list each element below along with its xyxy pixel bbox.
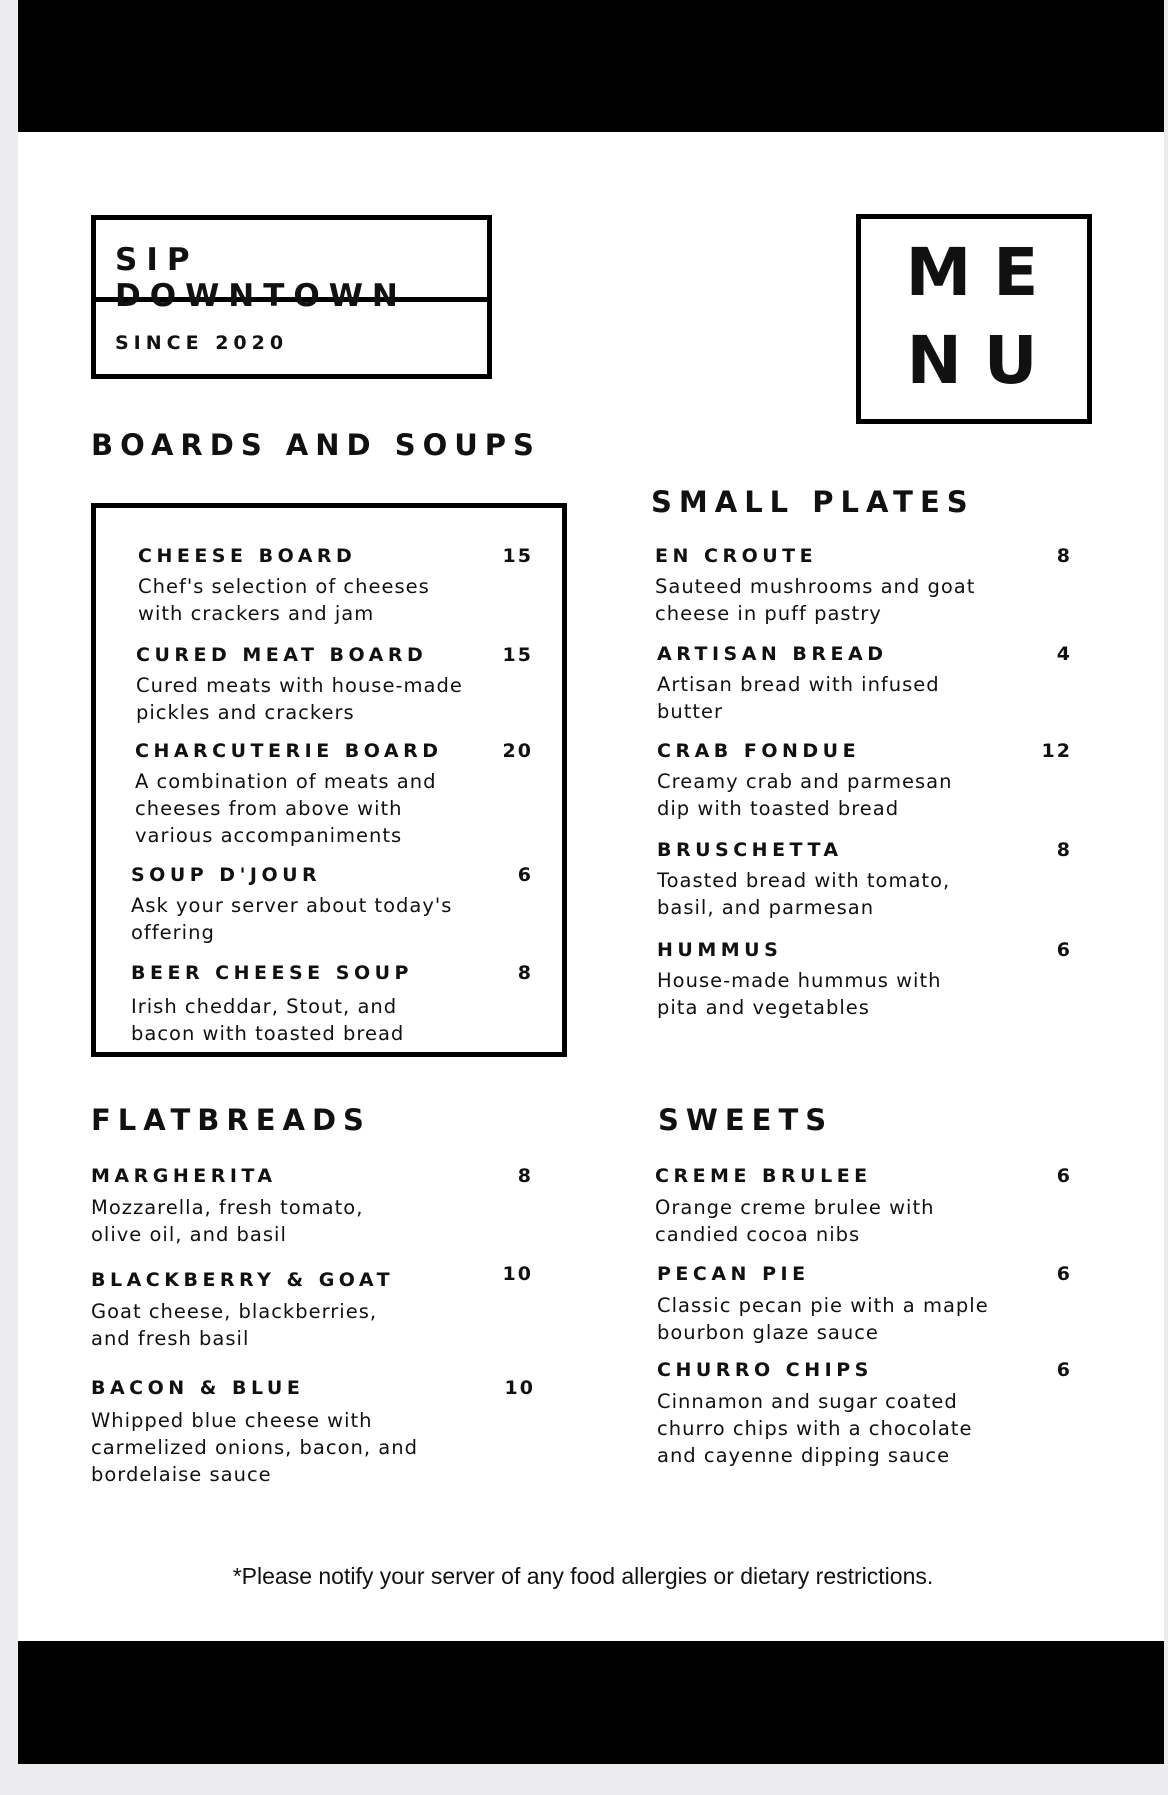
item-price: 8 (517, 1165, 533, 1187)
item-price: 6 (1056, 939, 1072, 961)
item-description: A combination of meats and cheeses from above with various accompaniments (135, 770, 437, 847)
item-price: 10 (502, 1263, 533, 1285)
item-price: 6 (517, 864, 533, 886)
item-price: 12 (1041, 740, 1072, 762)
item-name: CURED MEAT BOARD (136, 644, 428, 666)
item-description: Whipped blue cheese with carmelized onions, bacon, and bordelaise sauce (91, 1409, 418, 1486)
item-name: ARTISAN BREAD (657, 643, 888, 665)
item-price: 8 (517, 962, 533, 984)
item-description: Toasted bread with tomato, basil, and parmesan (657, 869, 951, 919)
top-black-band (18, 0, 1164, 132)
item-price: 4 (1056, 643, 1072, 665)
menu-page (18, 0, 1164, 1764)
item-price: 6 (1056, 1165, 1072, 1187)
item-price: 15 (502, 545, 533, 567)
allergy-footnote: *Please notify your server of any food allergies or dietary restrictions. (232, 1563, 934, 1589)
item-price: 10 (504, 1377, 535, 1399)
item-description: Ask your server about today's offering (131, 894, 453, 944)
item-name: HUMMUS (657, 939, 783, 961)
section-title-boards: BOARDS AND SOUPS (91, 428, 541, 462)
item-description: Irish cheddar, Stout, and bacon with toasted bread (131, 995, 405, 1045)
section-title-flatbreads: FLATBREADS (91, 1103, 371, 1137)
section-title-sweets: SWEETS (658, 1103, 834, 1137)
brand-since: SINCE 2020 (115, 332, 289, 354)
item-name: EN CROUTE (655, 545, 818, 567)
bottom-black-band (18, 1641, 1164, 1764)
menu-badge-line2: NU (906, 322, 1060, 399)
section-title-small-plates: SMALL PLATES (651, 485, 975, 519)
item-description: Classic pecan pie with a maple bourbon glaze sauce (657, 1294, 989, 1344)
item-name: CREME BRULEE (655, 1165, 872, 1187)
item-price: 20 (502, 740, 533, 762)
item-description: Orange creme brulee with candied cocoa nibs (655, 1196, 935, 1246)
item-price: 6 (1056, 1263, 1072, 1285)
item-name: BEER CHEESE SOUP (131, 962, 413, 984)
item-name: CRAB FONDUE (657, 740, 861, 762)
item-name: MARGHERITA (91, 1165, 277, 1187)
item-price: 6 (1056, 1359, 1072, 1381)
item-price: 8 (1056, 545, 1072, 567)
item-name: BACON & BLUE (91, 1377, 305, 1399)
item-description: Mozzarella, fresh tomato, olive oil, and basil (91, 1196, 364, 1246)
item-name: CHEESE BOARD (138, 545, 357, 567)
item-description: Goat cheese, blackberries, and fresh basil (91, 1300, 378, 1350)
item-name: BLACKBERRY & GOAT (91, 1269, 395, 1291)
menu-badge (856, 214, 1092, 424)
item-description: Cured meats with house-made pickles and crackers (136, 674, 463, 724)
item-description: Chef's selection of cheeses with crackers and jam (138, 575, 430, 625)
item-name: PECAN PIE (657, 1263, 810, 1285)
item-description: Cinnamon and sugar coated churro chips with a chocolate and cayenne dipping sauce (657, 1390, 973, 1467)
item-price: 8 (1056, 839, 1072, 861)
item-price: 15 (502, 644, 533, 666)
item-description: Creamy crab and parmesan dip with toasted bread (657, 770, 953, 820)
item-name: BRUSCHETTA (657, 839, 843, 861)
menu-badge-line1: ME (905, 234, 1061, 311)
item-description: Sauteed mushrooms and goat cheese in puff pastry (655, 575, 976, 625)
item-name: SOUP D'JOUR (131, 864, 322, 886)
item-description: Artisan bread with infused butter (657, 673, 940, 723)
item-name: CHARCUTERIE BOARD (135, 740, 443, 762)
brand-name: SIP DOWNTOWN (96, 220, 487, 302)
item-description: House-made hummus with pita and vegetables (657, 969, 942, 1019)
item-name: CHURRO CHIPS (657, 1359, 873, 1381)
brand-box (91, 215, 492, 379)
